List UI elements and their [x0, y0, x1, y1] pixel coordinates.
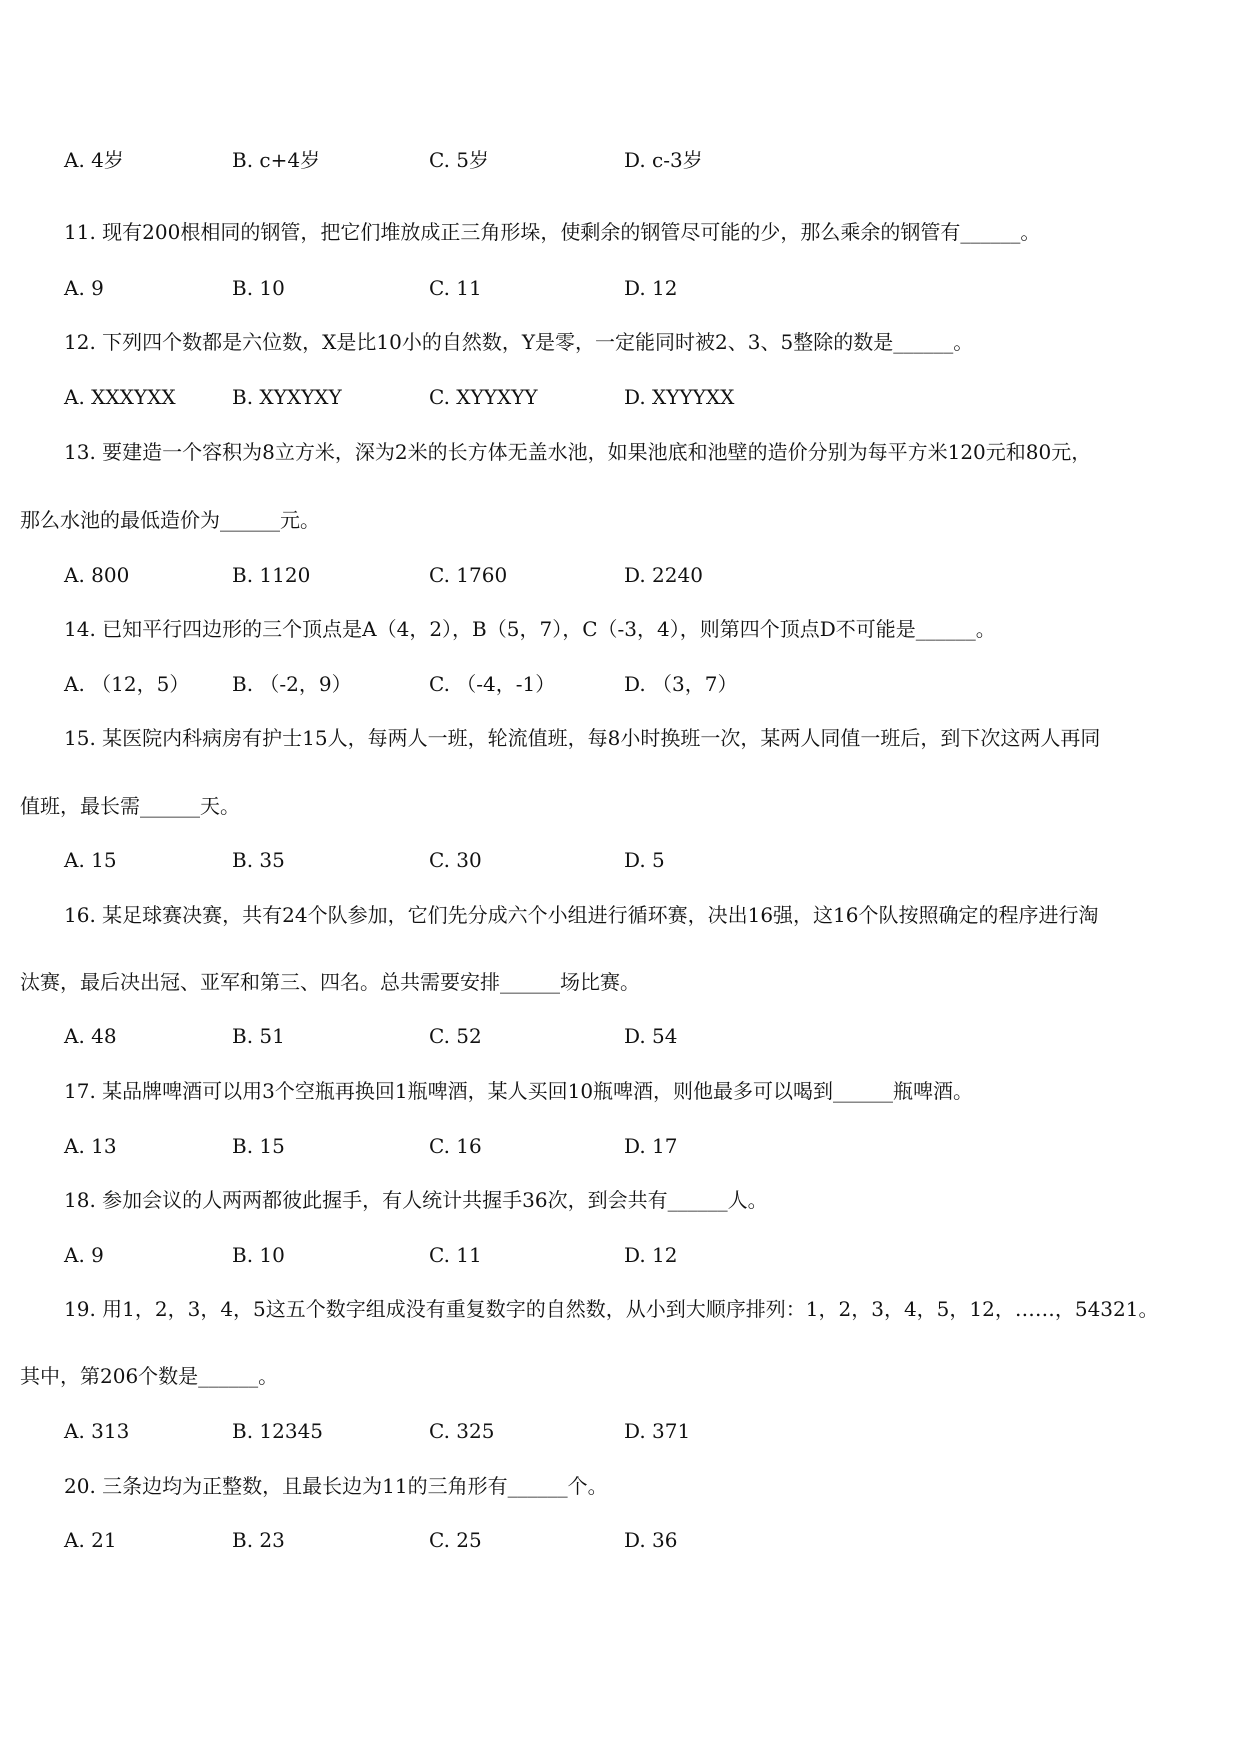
- q13-options: [0, 561, 1240, 589]
- q17-text: 17. 某品牌啤酒可以用3个空瓶再换回1瓶啤酒，某人买回10瓶啤酒，则他最多可以喝到______瓶啤酒。: [64, 1079, 974, 1103]
- q15-options: [0, 846, 1240, 874]
- q16-option-c: C. 52: [429, 1024, 482, 1048]
- q18-option-a: A. 9: [64, 1243, 104, 1267]
- q20-option-a: A. 21: [64, 1528, 117, 1552]
- q13-option-d: D. 2240: [624, 563, 703, 587]
- q16-options: [0, 1022, 1240, 1050]
- q18-option-b: B. 10: [232, 1243, 285, 1267]
- q14-option-a: A. （12，5）: [64, 672, 190, 696]
- q19-text-line2: 其中，第206个数是______。: [20, 1364, 279, 1388]
- q20-option-b: B. 23: [232, 1528, 285, 1552]
- q19-options: [0, 1417, 1240, 1445]
- q15-text-line1: 15. 某医院内科病房有护士15人，每两人一班，轮流值班，每8小时换班一次，某两人同值一班后，到下次这两人再同: [64, 726, 1101, 750]
- q18-option-d: D. 12: [624, 1243, 678, 1267]
- q13-option-c: C. 1760: [429, 563, 508, 587]
- q10-option-d: D. c-3岁: [624, 148, 703, 172]
- q14-text: 14. 已知平行四边形的三个顶点是A（4，2），B（5，7），C（-3，4），则第四个顶点D不可能是______。: [64, 617, 996, 641]
- q12-option-a: A. XXXYXX: [64, 385, 176, 409]
- q20-option-d: D. 36: [624, 1528, 678, 1552]
- q19-text-line1: 19. 用1，2，3，4，5这五个数字组成没有重复数字的自然数，从小到大顺序排列：1，2，3，4，5，12，……，54321。: [64, 1297, 1159, 1321]
- q10-option-a: A. 4岁: [64, 148, 124, 172]
- q19-option-b: B. 12345: [232, 1419, 324, 1443]
- q17-option-d: D. 17: [624, 1134, 678, 1158]
- q15-option-c: C. 30: [429, 848, 482, 872]
- q18-options: [0, 1241, 1240, 1269]
- q11-text: 11. 现有200根相同的钢管，把它们堆放成正三角形垛，使剩余的钢管尽可能的少，那么乘余的钢管有______。: [64, 220, 1041, 244]
- q12-option-c: C. XYYXYY: [429, 385, 538, 409]
- q18-option-c: C. 11: [429, 1243, 482, 1267]
- q12-option-b: B. XYXYXY: [232, 385, 342, 409]
- q19-option-d: D. 371: [624, 1419, 691, 1443]
- q17-option-b: B. 15: [232, 1134, 285, 1158]
- q11-option-d: D. 12: [624, 276, 678, 300]
- q10-option-b: B. c+4岁: [232, 148, 321, 172]
- q16-option-a: A. 48: [64, 1024, 117, 1048]
- q12-options: [0, 383, 1240, 411]
- q11-options: [0, 274, 1240, 302]
- q11-option-a: A. 9: [64, 276, 104, 300]
- q14-option-c: C. （-4，-1）: [429, 672, 556, 696]
- q16-text-line1: 16. 某足球赛决赛，共有24个队参加，它们先分成六个小组进行循环赛，决出16强，这16个队按照确定的程序进行淘: [64, 903, 1099, 927]
- q17-option-a: A. 13: [64, 1134, 117, 1158]
- q16-text-line2: 汰赛，最后决出冠、亚军和第三、四名。总共需要安排______场比赛。: [20, 970, 640, 994]
- q17-options: [0, 1132, 1240, 1160]
- q13-option-b: B. 1120: [232, 563, 311, 587]
- q19-option-c: C. 325: [429, 1419, 495, 1443]
- q11-option-c: C. 11: [429, 276, 482, 300]
- q12-option-d: D. XYYYXX: [624, 385, 735, 409]
- q15-text-line2: 值班，最长需______天。: [20, 794, 240, 818]
- q17-option-c: C. 16: [429, 1134, 482, 1158]
- q10-option-c: C. 5岁: [429, 148, 490, 172]
- q20-options: [0, 1526, 1240, 1554]
- q20-option-c: C. 25: [429, 1528, 482, 1552]
- q13-text-line2: 那么水池的最低造价为______元。: [20, 508, 320, 532]
- q12-text: 12. 下列四个数都是六位数，X是比10小的自然数，Y是零，一定能同时被2、3、5整除的数是______。: [64, 330, 974, 354]
- q14-option-d: D. （3，7）: [624, 672, 738, 696]
- q19-option-a: A. 313: [64, 1419, 130, 1443]
- q18-text: 18. 参加会议的人两两都彼此握手，有人统计共握手36次，到会共有______人。: [64, 1188, 768, 1212]
- q13-text-line1: 13. 要建造一个容积为8立方米，深为2米的长方体无盖水池，如果池底和池壁的造价分别为每平方米120元和80元，: [64, 440, 1092, 464]
- q14-options: [0, 670, 1240, 698]
- q15-option-a: A. 15: [64, 848, 117, 872]
- q11-option-b: B. 10: [232, 276, 285, 300]
- q15-option-b: B. 35: [232, 848, 285, 872]
- q20-text: 20. 三条边均为正整数，且最长边为11的三角形有______个。: [64, 1474, 608, 1498]
- q14-option-b: B. （-2，9）: [232, 672, 352, 696]
- q13-option-a: A. 800: [64, 563, 130, 587]
- q10-options: [0, 146, 1240, 174]
- q16-option-b: B. 51: [232, 1024, 285, 1048]
- q16-option-d: D. 54: [624, 1024, 678, 1048]
- q15-option-d: D. 5: [624, 848, 665, 872]
